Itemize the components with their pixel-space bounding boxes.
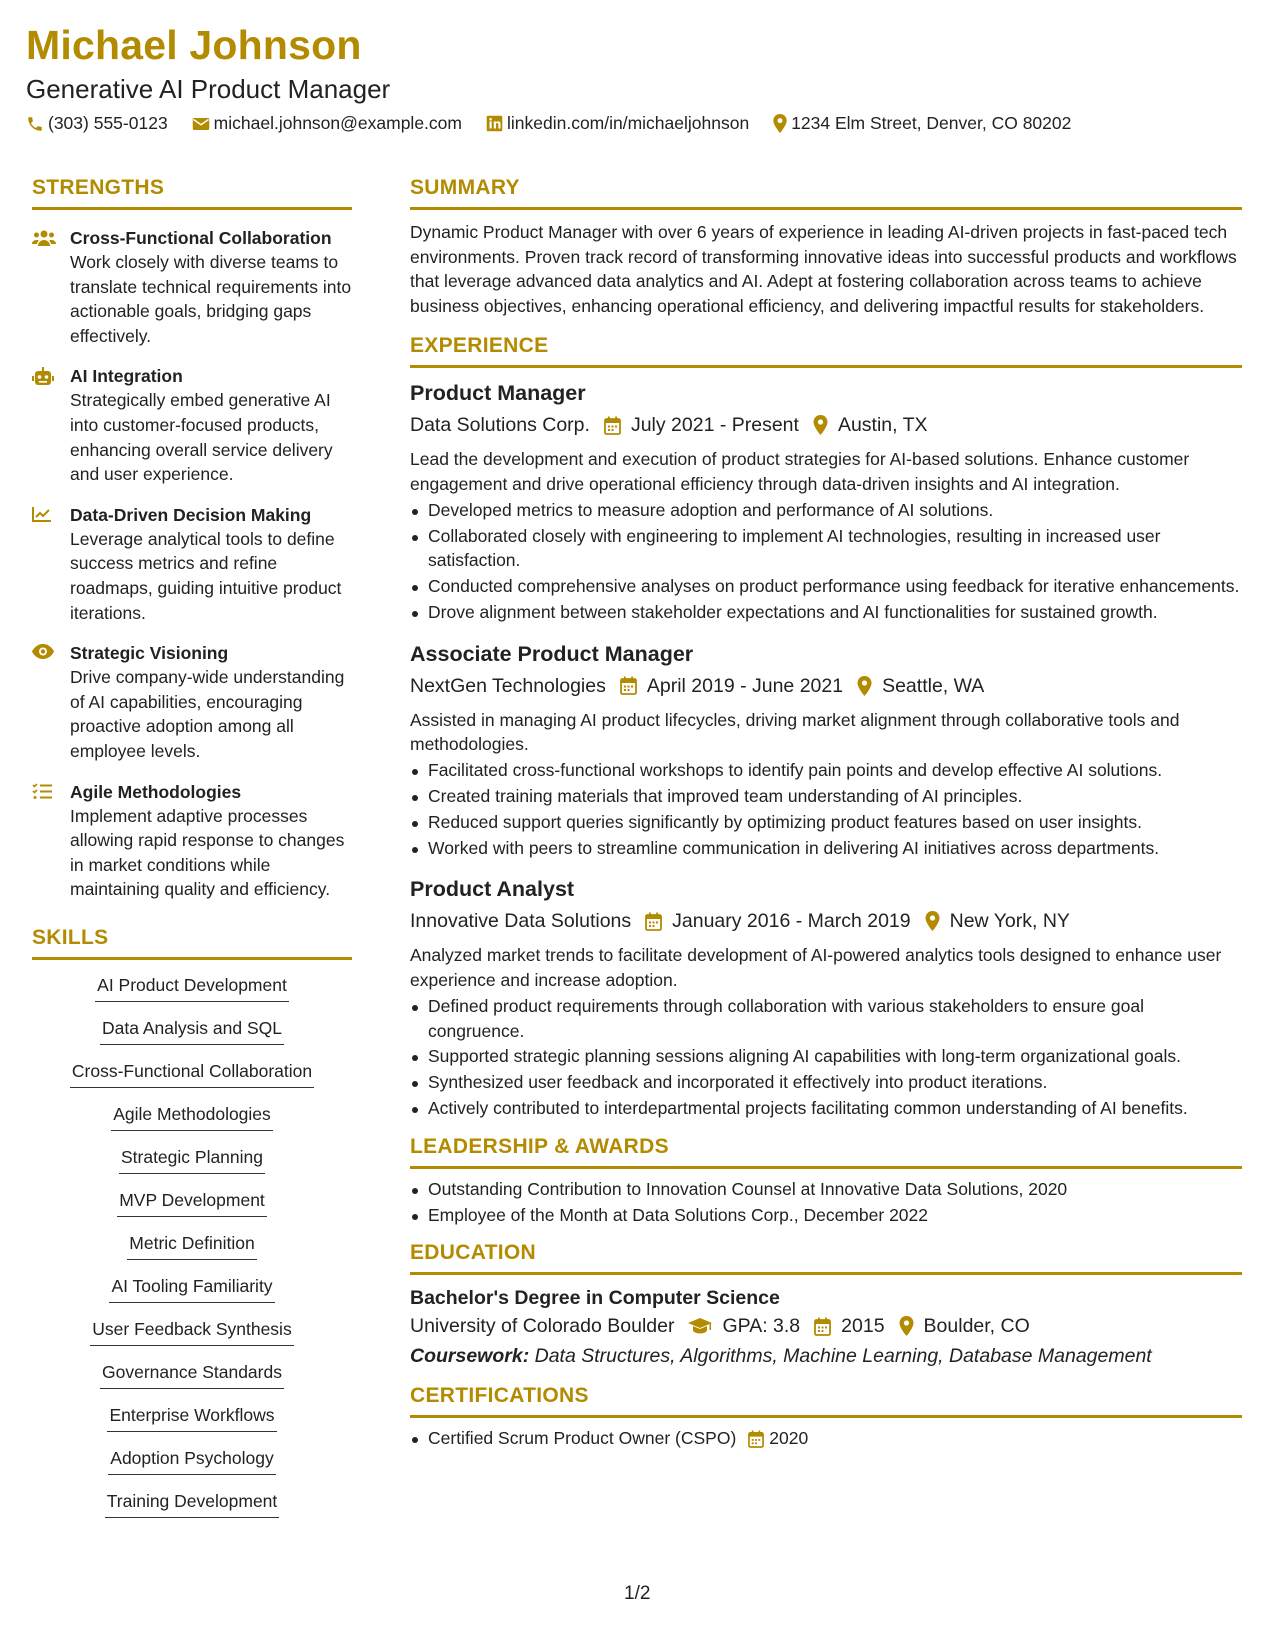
right-column bbox=[410, 176, 1242, 1451]
page-number: 1/2 bbox=[624, 1583, 651, 1604]
skill-tag: Agile Methodologies bbox=[111, 1103, 273, 1131]
awards-list bbox=[410, 1177, 1242, 1227]
job-meta bbox=[410, 907, 1242, 935]
education-school: University of Colorado Boulder bbox=[410, 1315, 675, 1338]
job-bullet: Reduced support queries significantly by optimizing product features based on user insights. bbox=[410, 810, 1242, 835]
strength-item bbox=[32, 641, 352, 763]
job-bullet: Synthesized user feedback and incorporated it effectively into product iterations. bbox=[410, 1070, 1242, 1095]
strength-item bbox=[32, 780, 352, 902]
job-description: Lead the development and execution of product strategies for AI-based solutions. Enhance customer engagement and drive operational efficiency through data-driven insights and AI integration. bbox=[410, 449, 1190, 494]
strength-desc: Strategically embed generative AI into customer-focused products, enhancing overall service delivery and user experience. bbox=[70, 390, 333, 485]
skill-tag: Strategic Planning bbox=[119, 1146, 265, 1174]
skill-tag: Training Development bbox=[105, 1490, 280, 1518]
award-item: Employee of the Month at Data Solutions Corp., December 2022 bbox=[410, 1203, 1242, 1228]
graduation-cap-icon bbox=[688, 1317, 712, 1335]
robot-icon bbox=[32, 367, 54, 387]
education-location: Boulder, CO bbox=[923, 1315, 1030, 1338]
skill-tag: Adoption Psychology bbox=[108, 1447, 275, 1475]
skill-tag: Data Analysis and SQL bbox=[100, 1017, 284, 1045]
job-bullet: Actively contributed to interdepartmental projects facilitating common understanding of AI benefits. bbox=[410, 1096, 1242, 1121]
skill-tag: Enterprise Workflows bbox=[107, 1404, 276, 1432]
phone-text: (303) 555-0123 bbox=[48, 113, 168, 133]
envelope-icon bbox=[192, 116, 214, 132]
strength-title: Strategic Visioning bbox=[70, 643, 229, 664]
job-bullet: Developed metrics to measure adoption and performance of AI solutions. bbox=[410, 498, 1242, 523]
skill-tag: Metric Definition bbox=[127, 1232, 256, 1260]
strength-desc: Work closely with diverse teams to translate technical requirements into actionable goals, bridging gaps effectively. bbox=[70, 252, 352, 346]
skill-tag: AI Tooling Familiarity bbox=[109, 1275, 274, 1303]
education-degree: Bachelor's Degree in Computer Science bbox=[410, 1287, 780, 1310]
job-dates: January 2016 - March 2019 bbox=[672, 910, 911, 933]
job-bullet: Drove alignment between stakeholder expectations and AI functionalities for sustained growth. bbox=[410, 600, 1242, 625]
certification-name: Certified Scrum Product Owner (CSPO) bbox=[428, 1428, 737, 1449]
strength-desc: Implement adaptive processes allowing rapid response to changes in market conditions while maintaining quality and efficiency. bbox=[70, 805, 345, 900]
list-check-icon bbox=[32, 783, 52, 800]
education-gpa: GPA: 3.8 bbox=[722, 1315, 801, 1338]
job-bullet: Facilitated cross-functional workshops to identify pain points and develop effective AI solutions. bbox=[410, 758, 1242, 783]
job-dates: July 2021 - Present bbox=[630, 414, 799, 437]
strength-title: Cross-Functional Collaboration bbox=[70, 228, 332, 248]
linkedin-text: linkedin.com/in/michaeljohnson bbox=[506, 113, 750, 133]
map-marker-icon bbox=[925, 911, 940, 931]
skill-tag: User Feedback Synthesis bbox=[90, 1318, 293, 1346]
calendar-icon bbox=[645, 912, 662, 931]
job-location: Austin, TX bbox=[837, 414, 928, 437]
calendar-icon bbox=[748, 1430, 764, 1448]
strength-title: Data-Driven Decision Making bbox=[70, 504, 312, 525]
certifications-heading: CERTIFICATIONS bbox=[410, 1384, 1242, 1418]
phone-icon bbox=[26, 115, 48, 133]
email-text: michael.johnson@example.com bbox=[213, 113, 462, 133]
certifications-list bbox=[410, 1426, 1242, 1451]
job-bullet: Collaborated closely with engineering to implement AI technologies, resulting in increased user satisfaction. bbox=[410, 524, 1242, 573]
map-marker-icon bbox=[899, 1316, 914, 1336]
contact-address bbox=[773, 113, 1071, 134]
education-coursework bbox=[410, 1342, 1242, 1370]
strength-title: AI Integration bbox=[70, 366, 183, 387]
summary-heading: SUMMARY bbox=[410, 176, 1242, 210]
job-meta bbox=[410, 672, 1242, 700]
job-company: NextGen Technologies bbox=[410, 674, 606, 697]
linkedin-icon bbox=[486, 115, 507, 132]
education-heading: EDUCATION bbox=[410, 1241, 1242, 1275]
map-marker-icon bbox=[857, 676, 872, 696]
chart-line-icon bbox=[32, 506, 52, 522]
candidate-name: Michael Johnson bbox=[26, 22, 362, 68]
job-role: Product Analyst bbox=[410, 877, 575, 902]
skill-tag: AI Product Development bbox=[95, 974, 289, 1002]
skill-tag: MVP Development bbox=[117, 1189, 267, 1217]
job-entry bbox=[410, 378, 1242, 624]
summary-text: Dynamic Product Manager with over 6 years of experience in leading AI-driven projects in fast-paced tech environments. Proven track record of transforming innovative ideas into successful products and workflows that leverage advanced data analytics and AI. Adept at fostering collaboration across teams to achieve business objectives, enhancing operational efficiency, and delivering impactful results for stakeholders. bbox=[410, 222, 1237, 316]
job-meta bbox=[410, 411, 1242, 439]
strength-item bbox=[32, 503, 352, 625]
job-bullets bbox=[410, 758, 1242, 860]
coursework-label: Coursework: bbox=[410, 1345, 530, 1368]
skill-tag: Cross-Functional Collaboration bbox=[70, 1060, 314, 1088]
left-column bbox=[32, 176, 352, 1518]
job-bullets bbox=[410, 498, 1242, 625]
job-role: Associate Product Manager bbox=[410, 641, 694, 666]
job-bullet: Created training materials that improved team understanding of AI principles. bbox=[410, 784, 1242, 809]
job-bullet: Worked with peers to streamline communication in delivering AI initiatives across departments. bbox=[410, 836, 1242, 861]
skills-list bbox=[32, 972, 352, 1518]
certification-year: 2020 bbox=[769, 1428, 809, 1449]
job-location: New York, NY bbox=[949, 910, 1070, 933]
job-description: Analyzed market trends to facilitate development of AI-powered analytics tools designed to enhance user experience and increase adoption. bbox=[410, 945, 1222, 991]
experience-heading: EXPERIENCE bbox=[410, 334, 1242, 368]
awards-heading: LEADERSHIP & AWARDS bbox=[410, 1135, 1242, 1169]
strength-item bbox=[32, 226, 352, 348]
users-icon bbox=[32, 229, 56, 247]
job-bullet: Supported strategic planning sessions aligning AI capabilities with long-term organizational goals. bbox=[410, 1044, 1242, 1069]
strength-desc: Drive company-wide understanding of AI capabilities, encouraging proactive adoption among all employee levels. bbox=[70, 667, 345, 761]
eye-icon bbox=[32, 644, 54, 659]
job-entry bbox=[410, 639, 1242, 861]
job-company: Innovative Data Solutions bbox=[410, 910, 632, 933]
contact-bar bbox=[26, 113, 1095, 134]
job-bullet: Defined product requirements through collaboration with various stakeholders to ensure goal congruence. bbox=[410, 994, 1242, 1043]
job-entry bbox=[410, 874, 1242, 1120]
coursework-list: Data Structures, Algorithms, Machine Learning, Database Management bbox=[534, 1345, 1152, 1368]
calendar-icon bbox=[620, 676, 637, 695]
contact-email[interactable] bbox=[192, 113, 462, 134]
job-role: Product Manager bbox=[410, 381, 586, 406]
contact-linkedin[interactable] bbox=[486, 113, 749, 134]
strength-item bbox=[32, 364, 352, 486]
strengths-heading: STRENGTHS bbox=[32, 176, 352, 210]
job-bullets bbox=[410, 994, 1242, 1121]
job-company: Data Solutions Corp. bbox=[410, 414, 590, 437]
calendar-icon bbox=[814, 1317, 831, 1336]
strength-title: Agile Methodologies bbox=[70, 781, 242, 802]
job-dates: April 2019 - June 2021 bbox=[646, 674, 844, 697]
contact-phone bbox=[26, 113, 168, 134]
map-marker-icon bbox=[813, 415, 828, 435]
award-item: Outstanding Contribution to Innovation Counsel at Innovative Data Solutions, 2020 bbox=[410, 1177, 1242, 1202]
job-bullet: Conducted comprehensive analyses on product performance using feedback for iterative enhancements. bbox=[410, 574, 1242, 599]
address-text: 1234 Elm Street, Denver, CO 80202 bbox=[791, 113, 1072, 133]
strength-desc: Leverage analytical tools to define success metrics and refine roadmaps, guiding intuitive product iterations. bbox=[70, 528, 342, 623]
candidate-title: Generative AI Product Manager bbox=[26, 74, 391, 104]
skills-heading: SKILLS bbox=[32, 926, 352, 960]
education-meta bbox=[410, 1312, 1242, 1340]
certification-item bbox=[410, 1426, 1242, 1451]
calendar-icon bbox=[604, 416, 621, 435]
skill-tag: Governance Standards bbox=[100, 1361, 284, 1389]
map-marker-icon bbox=[773, 114, 791, 133]
job-location: Seattle, WA bbox=[882, 674, 985, 697]
job-description: Assisted in managing AI product lifecycles, driving market alignment through collaborative tools and methodologies. bbox=[410, 709, 1180, 755]
education-year: 2015 bbox=[841, 1315, 885, 1338]
